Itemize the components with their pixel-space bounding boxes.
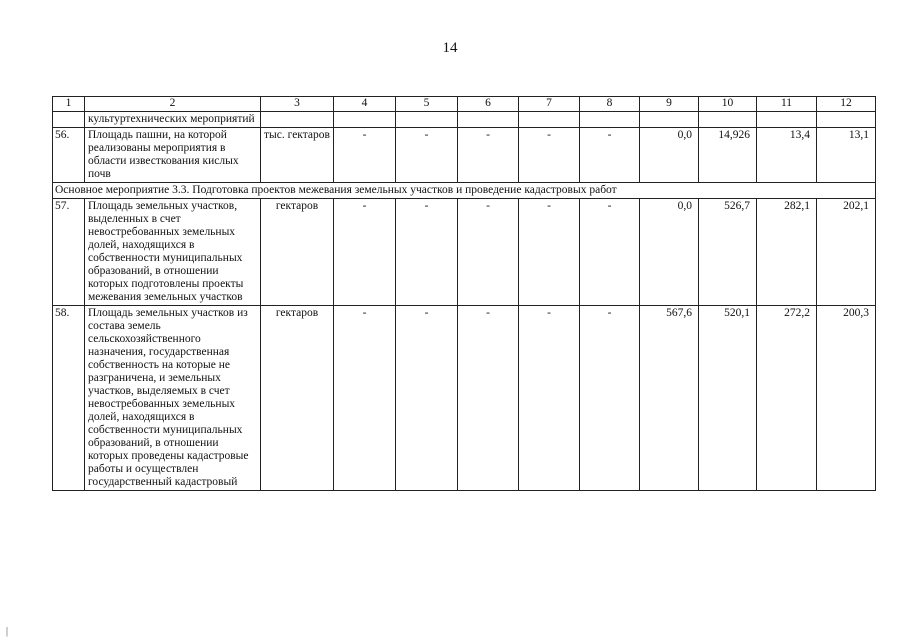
column-header: 3 — [261, 97, 334, 112]
value-cell: - — [396, 306, 458, 491]
unit-cell: гектаров — [261, 199, 334, 306]
value-cell — [396, 112, 458, 128]
value-cell: - — [334, 199, 396, 306]
indicator-name: Площадь земельных участков, выделенных в счет невостребованных земельных долей, находящихся в собственности муниципальных образований, в отношении которых подготовлены проекты межевания земельных участков — [85, 199, 261, 306]
table-row — [53, 199, 876, 306]
value-cell — [458, 112, 519, 128]
column-header: 5 — [396, 97, 458, 112]
table-row — [53, 112, 876, 128]
unit-cell: гектаров — [261, 306, 334, 491]
unit-cell — [261, 112, 334, 128]
value-cell: 0,0 — [640, 128, 699, 183]
value-cell: 200,3 — [817, 306, 876, 491]
value-cell — [699, 112, 757, 128]
value-cell: 567,6 — [640, 306, 699, 491]
column-header: 4 — [334, 97, 396, 112]
value-cell: - — [458, 306, 519, 491]
indicator-name: Площадь земельных участков из состава земель сельскохозяйственного назначения, государственная собственность на которые не разграничена, и земельных участков, выделяемых в счет невостребованных земельных долей, находящихся в собственности муниципальных образований, в отношении которых проведены кадастровые работы и осуществлен государственный кадастровый — [85, 306, 261, 491]
value-cell — [580, 112, 640, 128]
value-cell: - — [334, 306, 396, 491]
value-cell: - — [396, 128, 458, 183]
value-cell — [640, 112, 699, 128]
indicator-name: культуртехнических мероприятий — [85, 112, 261, 128]
value-cell: 526,7 — [699, 199, 757, 306]
column-header: 7 — [519, 97, 580, 112]
row-number — [53, 112, 85, 128]
row-number: 57. — [53, 199, 85, 306]
value-cell: - — [334, 128, 396, 183]
unit-cell: тыс. гектаров — [261, 128, 334, 183]
column-header: 8 — [580, 97, 640, 112]
column-header: 10 — [699, 97, 757, 112]
value-cell: 14,926 — [699, 128, 757, 183]
value-cell: - — [580, 128, 640, 183]
value-cell: - — [458, 199, 519, 306]
value-cell: - — [580, 199, 640, 306]
value-cell — [817, 112, 876, 128]
value-cell: - — [396, 199, 458, 306]
value-cell: - — [519, 128, 580, 183]
section-title: Основное мероприятие 3.3. Подготовка проектов межевания земельных участков и проведение кадастровых работ — [53, 183, 876, 199]
value-cell: - — [519, 199, 580, 306]
column-header: 2 — [85, 97, 261, 112]
value-cell: - — [580, 306, 640, 491]
value-cell: 202,1 — [817, 199, 876, 306]
column-header: 1 — [53, 97, 85, 112]
row-number: 58. — [53, 306, 85, 491]
value-cell: 282,1 — [757, 199, 817, 306]
value-cell: 0,0 — [640, 199, 699, 306]
section-row — [53, 183, 876, 199]
column-header: 9 — [640, 97, 699, 112]
column-header: 11 — [757, 97, 817, 112]
indicators-table — [52, 96, 876, 491]
column-header: 12 — [817, 97, 876, 112]
table-row — [53, 128, 876, 183]
value-cell — [757, 112, 817, 128]
row-number: 56. — [53, 128, 85, 183]
value-cell — [334, 112, 396, 128]
column-header: 6 — [458, 97, 519, 112]
value-cell: 13,1 — [817, 128, 876, 183]
value-cell: 272,2 — [757, 306, 817, 491]
scan-mark: | — [6, 626, 9, 637]
indicator-name: Площадь пашни, на которой реализованы мероприятия в области известкования кислых почв — [85, 128, 261, 183]
value-cell: - — [519, 306, 580, 491]
value-cell: - — [458, 128, 519, 183]
value-cell: 13,4 — [757, 128, 817, 183]
value-cell: 520,1 — [699, 306, 757, 491]
page-number: 14 — [442, 40, 458, 56]
table-row — [53, 306, 876, 491]
column-header-row — [53, 97, 876, 112]
value-cell — [519, 112, 580, 128]
